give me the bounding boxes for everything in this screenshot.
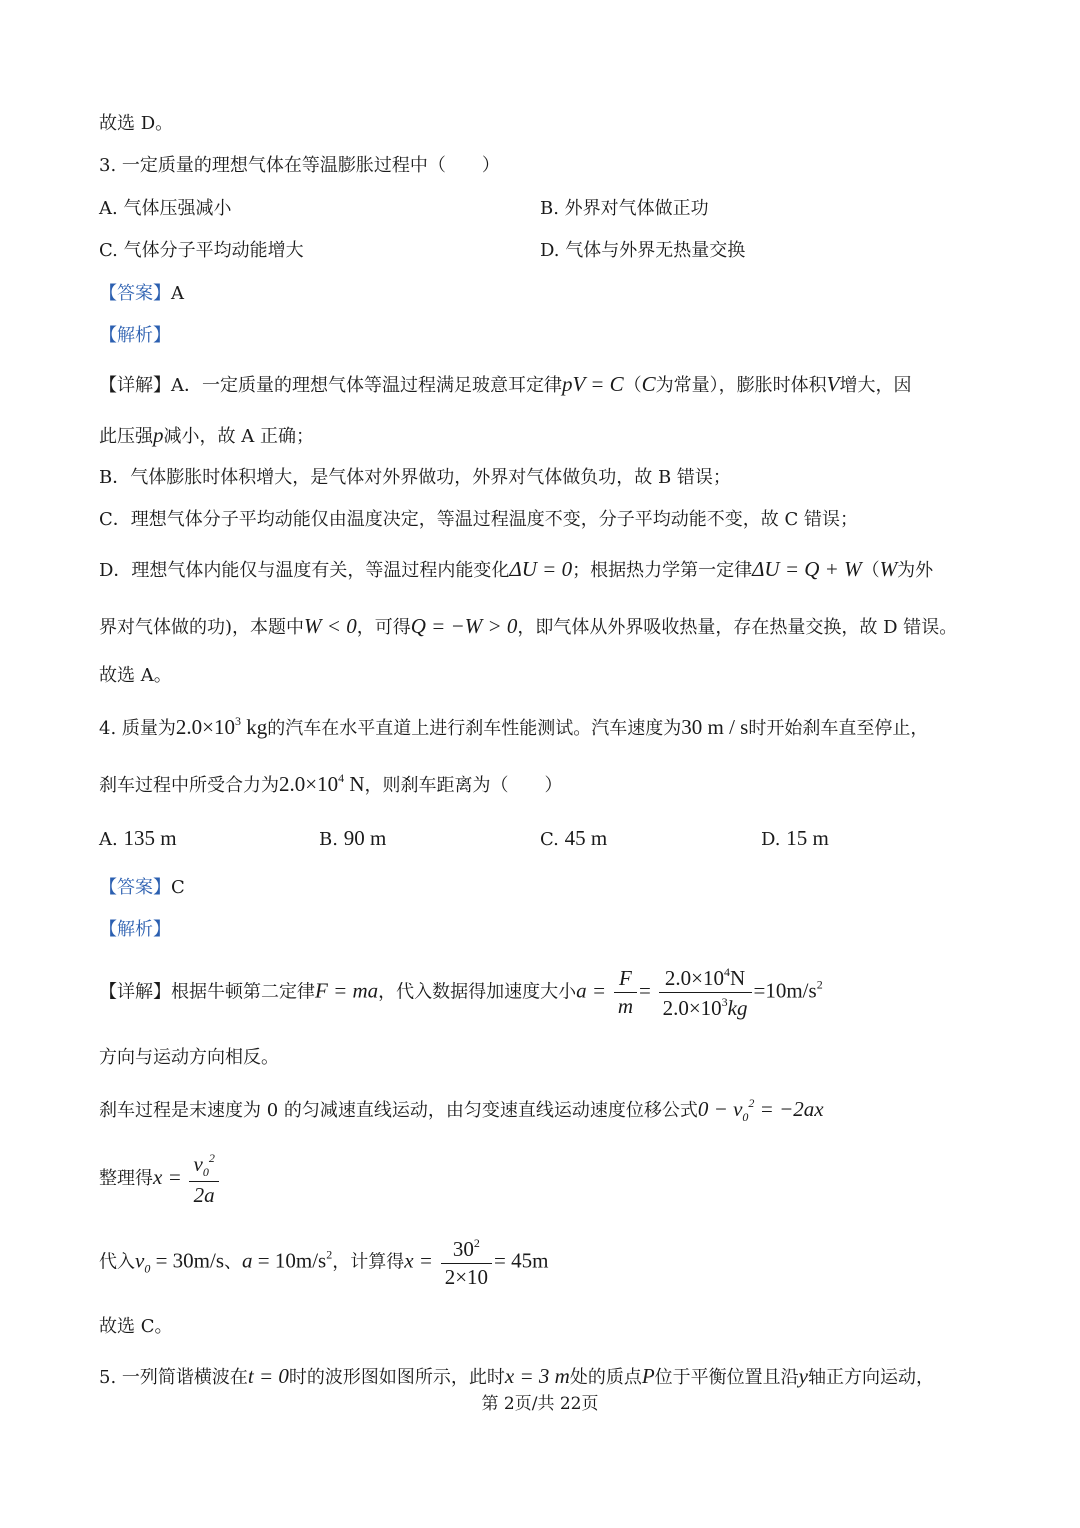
numerator: F [614, 968, 637, 993]
page-footer: 第 2页/共 22页 [481, 1394, 599, 1414]
exponent: 2 [816, 977, 823, 992]
q4-answer [99, 879, 185, 897]
formula: pV = C [562, 372, 624, 396]
q3-option-d [540, 242, 745, 260]
exponent: 4 [338, 771, 345, 785]
question-text: 4. 质量为 [99, 718, 176, 739]
formula: 2.0×10 [664, 966, 724, 990]
question-text: ，则刹车距离为（ ） [364, 775, 563, 796]
detail-text: 代入 [99, 1251, 135, 1273]
detail-text: ；根据热力学第一定律 [572, 560, 753, 581]
conclusion-text: 故选 A。 [99, 665, 172, 686]
question-text: 时的波形图如图所示，此时 [288, 1367, 505, 1388]
option-value: 15 m [786, 826, 829, 850]
q4-option-d [761, 828, 829, 849]
formula: x = [153, 1165, 182, 1189]
option-text: C. 气体分子平均动能增大 [99, 240, 304, 261]
option-value: 45 m [564, 826, 608, 850]
q3-answer [99, 285, 184, 303]
detail-text: 此压强 [99, 426, 153, 447]
option-letter: D. [761, 829, 781, 850]
question-text: 处的质点 [569, 1367, 642, 1388]
q3-option-a [99, 200, 231, 218]
detail-text: A．一定质量的理想气体等温过程满足玻意耳定律 [171, 375, 562, 396]
detail-text: 为外 [897, 560, 934, 581]
answer-value: C [171, 877, 185, 898]
question-text: 时开始刹车直至停止， [748, 718, 929, 739]
q4-direction [99, 1049, 279, 1067]
formula: F = ma [315, 978, 379, 1003]
answer-tag: 【答案】 [99, 877, 171, 898]
formula: = −2ax [754, 1097, 824, 1121]
q3-stem [99, 157, 500, 175]
formula: 30 m / s [681, 715, 749, 739]
denominator [659, 993, 752, 1019]
subscript: 0 [202, 1165, 209, 1179]
answer-value: A [171, 283, 184, 304]
detail-text: 为常量），膨胀时体积 [655, 375, 827, 396]
conclusion-text: 故选 C。 [99, 1316, 173, 1337]
detail-text: C．理想气体分子平均动能仅由温度决定，等温过程温度不变，分子平均动能不变，故 C 错误； [99, 509, 858, 530]
q3-detail-b [99, 469, 731, 487]
conclusion-text: 故选 D。 [99, 113, 174, 134]
detail-tag: 【详解】 [99, 981, 171, 1003]
formula: y [798, 1364, 808, 1388]
detail-text: 界对气体做的功)，本题中 [99, 617, 305, 638]
q3-detail-d-line1 [99, 559, 933, 580]
prev-conclusion [99, 115, 173, 133]
detail-text: 增大，因 [839, 375, 912, 396]
formula: W [879, 557, 898, 581]
q3-detail-a-line1 [99, 374, 911, 395]
fraction-force-over-mass [659, 966, 752, 1019]
q4-option-b [319, 828, 386, 849]
formula: = 10m/s [252, 1248, 327, 1273]
formula: 2.0×10 [279, 772, 339, 796]
detail-text: ，代入数据得加速度大小 [378, 981, 577, 1003]
option-text: D. 气体与外界无热量交换 [540, 240, 746, 261]
formula: =10m/s [753, 978, 817, 1003]
exponent: 2 [326, 1247, 333, 1262]
fraction-f-over-m [614, 968, 637, 1017]
q4-process [99, 1097, 824, 1123]
question-text: 刹车过程中所受合力为 [99, 775, 279, 796]
formula: v [193, 1152, 203, 1176]
subscript: 0 [144, 1261, 151, 1276]
numerator [441, 1237, 492, 1264]
detail-text: 减小，故 A 正确； [163, 426, 314, 447]
formula: C [641, 372, 656, 396]
formula: P [641, 1364, 655, 1388]
q4-substitute [99, 1237, 548, 1288]
formula: 30 [452, 1237, 474, 1261]
formula: ΔU = Q + W [752, 557, 862, 581]
question-text: 轴正方向运动， [808, 1367, 934, 1388]
detail-text: 刹车过程是末速度为 0 的匀减速直线运动，由匀变速直线运动速度位移公式 [99, 1100, 698, 1121]
q3-detail-a-line2 [99, 425, 314, 446]
numerator [189, 1152, 218, 1182]
formula: = 30m/s [150, 1248, 225, 1273]
question-text: 5. 一列简谐横波在 [99, 1367, 248, 1388]
option-text: B. 外界对气体做正功 [540, 198, 709, 219]
formula: 2.0×10 [662, 996, 722, 1020]
fraction-calc [441, 1237, 492, 1288]
answer-tag: 【答案】 [99, 283, 171, 304]
option-letter: A. [99, 829, 118, 850]
unit: kg [727, 996, 748, 1020]
denominator: m [617, 994, 633, 1018]
detail-text: ，即气体从外界吸收热量，存在热量交换，故 D 错误。 [517, 617, 958, 638]
detail-text: 整理得 [99, 1168, 153, 1189]
question-text: 的汽车在水平直道上进行刹车性能测试。汽车速度为 [267, 718, 682, 739]
q4-stem-line2 [99, 772, 563, 795]
formula: = 45m [494, 1248, 549, 1273]
formula: V [826, 372, 840, 396]
detail-text: 根据牛顿第二定律 [171, 981, 315, 1003]
exponent: 3 [235, 714, 241, 728]
q5-stem [99, 1366, 934, 1387]
exponent: 4 [724, 965, 730, 979]
formula: v [135, 1248, 145, 1273]
exponent: 3 [721, 995, 728, 1009]
q4-conclusion [99, 1318, 173, 1336]
denominator: 2a [193, 1183, 215, 1207]
formula: x = 3 m [504, 1364, 570, 1388]
analysis-tag: 【解析】 [99, 325, 171, 346]
q3-conclusion [99, 667, 172, 685]
detail-text: （ [861, 560, 880, 581]
analysis-tag: 【解析】 [99, 919, 171, 940]
question-text: 位于平衡位置且沿 [654, 1367, 799, 1388]
unit: N [730, 966, 746, 990]
formula: a = [576, 978, 607, 1003]
formula: p [153, 423, 164, 447]
question-text: 3. 一定质量的理想气体在等温膨胀过程中（ ） [99, 155, 500, 176]
detail-tag: 【详解】 [99, 375, 171, 396]
detail-text: ，可得 [356, 617, 411, 638]
formula: x = [404, 1248, 433, 1273]
option-letter: B. [319, 829, 338, 850]
detail-text: ，计算得 [332, 1251, 405, 1273]
unit: N [344, 772, 365, 796]
formula: a [242, 1248, 253, 1273]
option-text: A. 气体压强减小 [99, 198, 232, 219]
separator: 、 [224, 1251, 243, 1273]
formula: ΔU = 0 [509, 557, 573, 581]
q3-analysis-heading [99, 327, 171, 345]
option-letter: C. [540, 829, 559, 850]
fraction-v0sq-over-2a [189, 1152, 218, 1206]
option-value: 90 m [343, 826, 387, 850]
formula: 0 − v [697, 1097, 743, 1121]
exponent: 2 [748, 1096, 755, 1110]
q3-detail-d-line2 [99, 616, 957, 637]
q4-arrange [99, 1152, 221, 1206]
detail-text: 方向与运动方向相反。 [99, 1047, 279, 1068]
q4-option-a [99, 828, 177, 849]
detail-text: （ [623, 375, 642, 396]
formula: W < 0 [304, 614, 357, 638]
q3-option-b [540, 200, 709, 218]
detail-text: B．气体膨胀时体积增大，是气体对外界做功，外界对气体做负功，故 B 错误； [99, 467, 731, 488]
numerator [659, 966, 752, 993]
option-value: 135 m [123, 826, 177, 850]
exponent: 2 [208, 1151, 215, 1165]
denominator: 2×10 [444, 1265, 489, 1289]
detail-text: D．理想气体内能仅与温度有关，等温过程内能变化 [99, 560, 510, 581]
exponent: 2 [473, 1236, 480, 1250]
q4-detail-newton [99, 966, 823, 1019]
q4-analysis-heading [99, 921, 171, 939]
formula: Q = −W > 0 [410, 614, 518, 638]
q4-stem-line1 [99, 715, 928, 738]
subscript: 0 [742, 1110, 749, 1124]
formula: = [639, 978, 651, 1003]
q4-option-c [540, 828, 607, 849]
q3-detail-c [99, 511, 858, 529]
formula: 2.0×10 [175, 715, 235, 739]
unit: kg [241, 715, 268, 739]
q3-option-c [99, 242, 304, 260]
formula: t = 0 [247, 1364, 289, 1388]
